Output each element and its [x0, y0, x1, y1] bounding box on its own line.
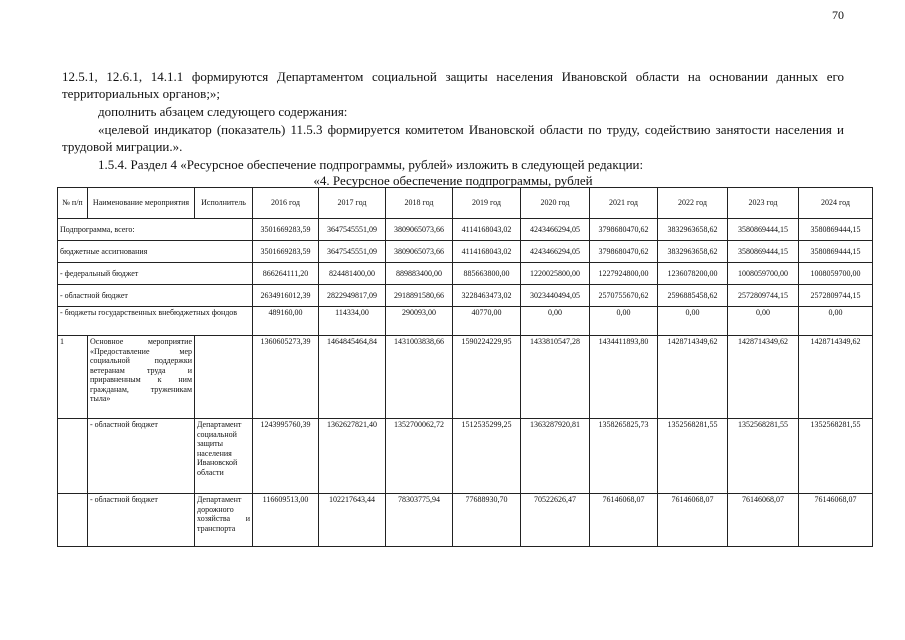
cell-value: 1428714349,62 [658, 336, 728, 419]
row-label: бюджетные ассигнования [58, 241, 253, 263]
cell-value: 1434411893,80 [590, 336, 658, 419]
cell-value: 3501669283,59 [253, 241, 319, 263]
executor-cell [195, 336, 253, 419]
cell-value: 102217643,44 [319, 494, 386, 547]
cell-value: 76146068,07 [728, 494, 799, 547]
cell-value: 3228463473,02 [453, 285, 521, 307]
header-year: 2021 год [590, 188, 658, 219]
header-executor: Исполнитель [195, 188, 253, 219]
table-row [58, 419, 873, 494]
cell-value: 1433810547,28 [521, 336, 590, 419]
resource-table [57, 187, 873, 547]
cell-value: 1352568281,55 [658, 419, 728, 494]
cell-value: 290093,00 [386, 307, 453, 336]
cell-value: 2572809744,15 [799, 285, 873, 307]
row-label: - федеральный бюджет [58, 263, 253, 285]
cell-value: 885663800,00 [453, 263, 521, 285]
table-caption: «4. Ресурсное обеспечение подпрограммы, рублей [313, 173, 593, 188]
page-number: 70 [832, 8, 844, 22]
cell-value: 2596885458,62 [658, 285, 728, 307]
cell-value: 1352700062,72 [386, 419, 453, 494]
cell-value: 116609513,00 [253, 494, 319, 547]
cell-value: 889883400,00 [386, 263, 453, 285]
header-num: № п/п [58, 188, 88, 219]
cell-value: 3580869444,15 [728, 241, 799, 263]
cell-value: 4243466294,05 [521, 219, 590, 241]
cell-value: 824481400,00 [319, 263, 386, 285]
table-row [58, 241, 873, 263]
cell-value: 40770,00 [453, 307, 521, 336]
cell-value: 4243466294,05 [521, 241, 590, 263]
activity-name: Основное мероприятие «Предоставление мер социальной поддержки ветеранам труда и приравненным к ним гражданам, труженикам тыла» [88, 336, 195, 419]
cell-value: 1360605273,39 [253, 336, 319, 419]
cell-value: 3580869444,15 [728, 219, 799, 241]
header-name: Наименование мероприятия [88, 188, 195, 219]
cell-value: 3023440494,05 [521, 285, 590, 307]
table-row [58, 336, 873, 419]
cell-value: 1428714349,62 [728, 336, 799, 419]
table-row [58, 494, 873, 547]
header-year: 2022 год [658, 188, 728, 219]
cell-value: 3798680470,62 [590, 241, 658, 263]
row-number: 1 [58, 336, 88, 419]
cell-value: 4114168043,02 [453, 219, 521, 241]
cell-value: 1464845464,84 [319, 336, 386, 419]
cell-value: 1363287920,81 [521, 419, 590, 494]
header-year: 2023 год [728, 188, 799, 219]
cell-value: 1431003838,66 [386, 336, 453, 419]
cell-value: 3809065073,66 [386, 219, 453, 241]
paragraph-1: 12.5.1, 12.6.1, 14.1.1 формируются Департаментом социальной защиты населения Ивановской области на основании данных его территориальных органов;»; [62, 69, 844, 101]
cell-value: 1236078200,00 [658, 263, 728, 285]
cell-value: 1008059700,00 [728, 263, 799, 285]
cell-value: 2634916012,39 [253, 285, 319, 307]
cell-value: 76146068,07 [799, 494, 873, 547]
cell-value: 1358265825,73 [590, 419, 658, 494]
cell-value: 1352568281,55 [799, 419, 873, 494]
cell-value: 114334,00 [319, 307, 386, 336]
cell-value: 0,00 [728, 307, 799, 336]
cell-value: 1227924800,00 [590, 263, 658, 285]
activity-name: - областной бюджет [88, 494, 195, 547]
cell-value: 2572809744,15 [728, 285, 799, 307]
executor-cell: Департамент дорожного хозяйства и транспорта [195, 494, 253, 547]
paragraph-3: «целевой индикатор (показатель) 11.5.3 формируется комитетом Ивановской области по труду, содействию занятости населения и трудовой миграции.». [62, 122, 844, 154]
cell-value: 3798680470,62 [590, 219, 658, 241]
executor-cell: Департамент социальной защиты населения Ивановской области [195, 419, 253, 494]
activity-name: - областной бюджет [88, 419, 195, 494]
paragraph-2: дополнить абзацем следующего содержания: [98, 104, 348, 119]
cell-value: 1428714349,62 [799, 336, 873, 419]
cell-value: 76146068,07 [658, 494, 728, 547]
cell-value: 76146068,07 [590, 494, 658, 547]
cell-value: 3647545551,09 [319, 219, 386, 241]
header-year: 2017 год [319, 188, 386, 219]
cell-value: 1590224229,95 [453, 336, 521, 419]
cell-value: 1008059700,00 [799, 263, 873, 285]
cell-value: 78303775,94 [386, 494, 453, 547]
row-number [58, 419, 88, 494]
cell-value: 866264111,20 [253, 263, 319, 285]
cell-value: 70522626,47 [521, 494, 590, 547]
cell-value: 3809065073,66 [386, 241, 453, 263]
header-year: 2020 год [521, 188, 590, 219]
cell-value: 3580869444,15 [799, 241, 873, 263]
cell-value: 2570755670,62 [590, 285, 658, 307]
cell-value: 1243995760,39 [253, 419, 319, 494]
header-year: 2019 год [453, 188, 521, 219]
cell-value: 4114168043,02 [453, 241, 521, 263]
cell-value: 3501669283,59 [253, 219, 319, 241]
cell-value: 3832963658,62 [658, 241, 728, 263]
cell-value: 489160,00 [253, 307, 319, 336]
row-label: - областной бюджет [58, 285, 253, 307]
cell-value: 0,00 [658, 307, 728, 336]
cell-value: 1220025800,00 [521, 263, 590, 285]
row-label: - бюджеты государственных внебюджетных фондов [58, 307, 253, 336]
cell-value: 2822949817,09 [319, 285, 386, 307]
cell-value: 3832963658,62 [658, 219, 728, 241]
table-row [58, 285, 873, 307]
table-row [58, 219, 873, 241]
header-year: 2024 год [799, 188, 873, 219]
header-year: 2016 год [253, 188, 319, 219]
paragraph-4: 1.5.4. Раздел 4 «Ресурсное обеспечение подпрограммы, рублей» изложить в следующей редакции: [98, 157, 644, 172]
cell-value: 3580869444,15 [799, 219, 873, 241]
row-number [58, 494, 88, 547]
cell-value: 1352568281,55 [728, 419, 799, 494]
table-row [58, 307, 873, 336]
cell-value: 1512535299,25 [453, 419, 521, 494]
cell-value: 0,00 [799, 307, 873, 336]
cell-value: 0,00 [590, 307, 658, 336]
cell-value: 3647545551,09 [319, 241, 386, 263]
table-header-row [58, 188, 873, 219]
row-label: Подпрограмма, всего: [58, 219, 253, 241]
cell-value: 77688930,70 [453, 494, 521, 547]
cell-value: 2918891580,66 [386, 285, 453, 307]
table-row [58, 263, 873, 285]
cell-value: 1362627821,40 [319, 419, 386, 494]
cell-value: 0,00 [521, 307, 590, 336]
header-year: 2018 год [386, 188, 453, 219]
